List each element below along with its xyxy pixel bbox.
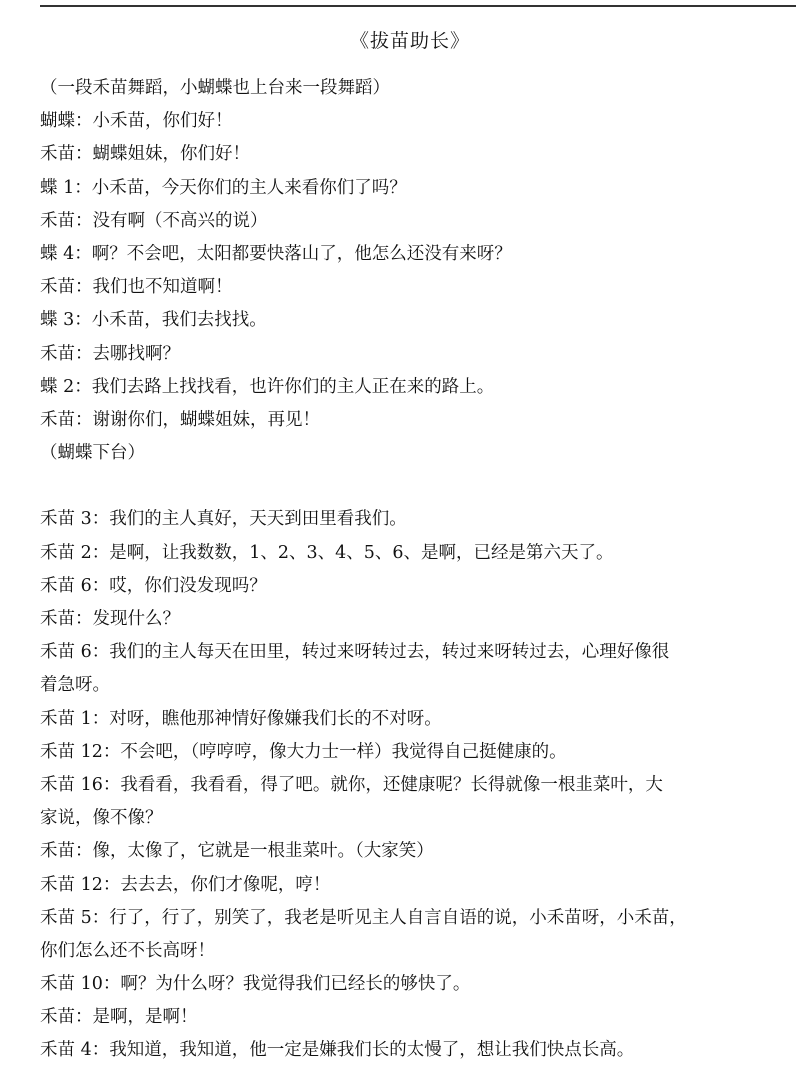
- stage-direction: （蝴蝶下台）: [40, 443, 145, 464]
- dialogue-line: 禾苗 6：哎，你们没发现吗？: [40, 575, 267, 596]
- dialogue-line: 禾苗：像，太像了，它就是一根韭菜叶。（大家笑）: [40, 841, 434, 862]
- dialogue-line: 蝴蝶：小禾苗，你们好！: [40, 111, 233, 132]
- stage-direction: （一段禾苗舞蹈，小蝴蝶也上台来一段舞蹈）: [40, 78, 390, 98]
- top-rule: [40, 5, 796, 7]
- dialogue-line: 蝶 3：小禾苗，我们去找找。: [40, 310, 267, 331]
- dialogue-line: 禾苗 1：对呀，瞧他那神情好像嫌我们长的不对呀。: [40, 708, 442, 729]
- dialogue-line-continued: 你们怎么还不长高呀！: [40, 940, 215, 961]
- dialogue-line: 禾苗 10：啊？为什么呀？我觉得我们已经长的够快了。: [40, 974, 471, 995]
- document-title: 《拔苗助长》: [349, 30, 470, 52]
- dialogue-line: 禾苗 4：我知道，我知道，他一定是嫌我们长的太慢了，想让我们快点长高。: [40, 1040, 635, 1061]
- dialogue-line-continued: 家说，像不像？: [40, 808, 163, 829]
- dialogue-line: 禾苗：没有啊（不高兴的说）: [40, 210, 268, 231]
- dialogue-line: 禾苗 16：我看看，我看看，得了吧。就你，还健康呢？长得就像一根韭菜叶，大: [40, 774, 663, 795]
- dialogue-line: 禾苗 12：不会吧，（哼哼哼，像大力士一样）我觉得自己挺健康的。: [40, 741, 567, 762]
- dialogue-line: 禾苗 3：我们的主人真好，天天到田里看我们。: [40, 509, 407, 530]
- dialogue-line: 禾苗 6：我们的主人每天在田里，转过来呀转过去，转过来呀转过去，心理好像很: [40, 642, 670, 663]
- dialogue-line: 禾苗：谢谢你们，蝴蝶姐妹，再见！: [40, 409, 320, 430]
- dialogue-line: 禾苗：我们也不知道啊！: [40, 277, 233, 298]
- blank-line: [40, 470, 796, 503]
- dialogue-line: 禾苗：发现什么？: [40, 609, 180, 629]
- dialogue-line: 蝶 1：小禾苗，今天你们的主人来看你们了吗？: [40, 177, 407, 198]
- dialogue-line-continued: 着急呀。: [40, 675, 110, 696]
- dialogue-line: 禾苗 12：去去去，你们才像呢，哼！: [40, 874, 331, 895]
- dialogue-line: 蝶 2：我们去路上找找看，也许你们的主人正在来的路上。: [40, 376, 495, 397]
- dialogue-line: 蝶 4：啊？不会吧，太阳都要快落山了，他怎么还没有来呀？: [40, 243, 512, 264]
- dialogue-line: 禾苗：蝴蝶姐妹，你们好！: [40, 144, 250, 165]
- dialogue-line: 禾苗 2：是啊，让我数数，1、2、3、4、5、6、是啊，已经是第六天了。: [40, 542, 614, 563]
- dialogue-line: 禾苗：是啊，是啊！: [40, 1007, 198, 1028]
- dialogue-line: 禾苗：去哪找啊？: [40, 343, 180, 364]
- dialogue-line: 禾苗 5：行了，行了，别笑了，我老是听见主人自言自语的说，小禾苗呀，小禾苗，: [40, 907, 687, 928]
- script-body: [40, 72, 796, 1068]
